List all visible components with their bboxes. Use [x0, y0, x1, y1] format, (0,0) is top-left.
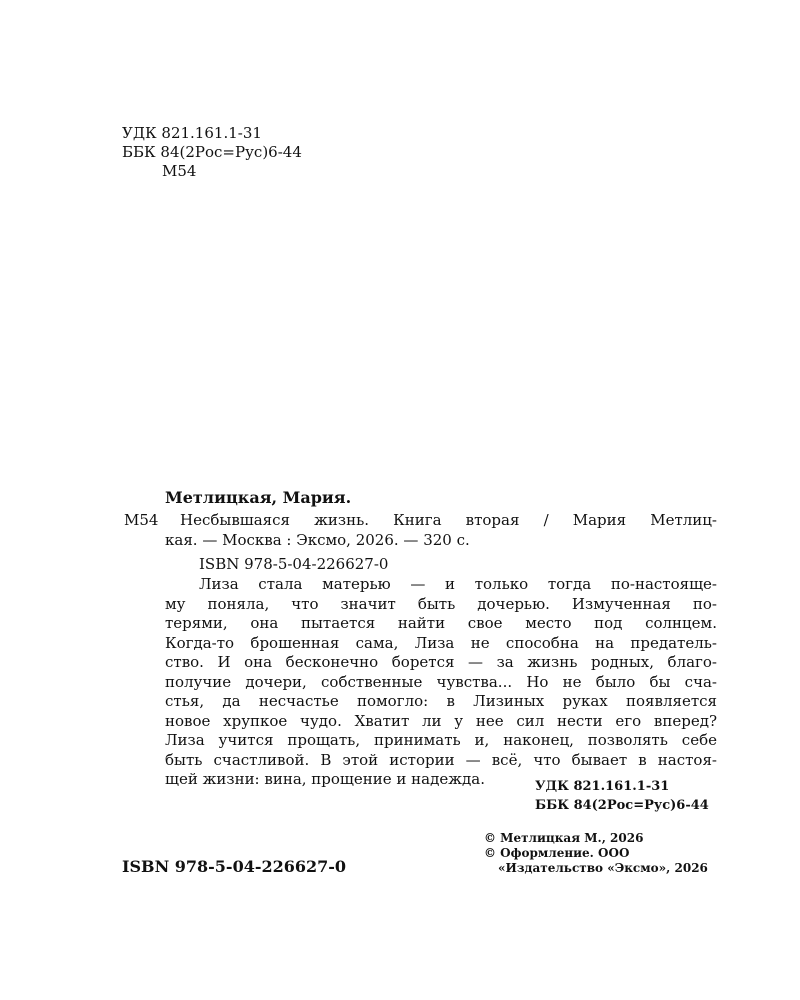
abstract-line: стья, да несчастье помогло: в Лизиных руках появляется	[165, 692, 717, 710]
abstract-line: Лиза стала матерью — и только тогда по-настояще-	[199, 575, 717, 593]
copyright-publisher: «Издательство «Эксмо», 2026	[498, 861, 708, 875]
udk-code-bottom: УДК 821.161.1-31	[535, 779, 670, 794]
abstract-paragraph	[165, 575, 717, 790]
record-title-line-1: Несбывшаяся жизнь. Книга вторая / Мария Метлиц-	[180, 511, 717, 529]
abstract-line: терями, она пытается найти свое место под солнцем.	[165, 614, 717, 632]
abstract-line: получие дочери, собственные чувства... Но не было бы сча-	[165, 672, 717, 691]
udk-code: УДК 821.161.1-31	[122, 124, 262, 142]
abstract-line: новое хрупкое чудо. Хватит ли у нее сил нести его вперед?	[165, 711, 717, 730]
record-author-mark: М54	[124, 511, 159, 529]
record-author: Метлицкая, Мария.	[165, 488, 352, 507]
record-isbn: ISBN 978-5-04-226627-0	[199, 555, 389, 573]
author-mark: М54	[162, 162, 197, 180]
isbn-bottom: ISBN 978-5-04-226627-0	[122, 857, 347, 876]
abstract-line: Лиза учится прощать, принимать и, наконец, позволять себе	[165, 731, 717, 749]
bottom-classification-block	[535, 777, 709, 815]
abstract-line: ство. И она бесконечно борется — за жизнь родных, благо-	[165, 653, 717, 671]
copyright-design: © Оформление. ООО	[484, 846, 630, 860]
top-classification-block	[122, 124, 302, 181]
abstract-line: Когда-то брошенная сама, Лиза не способна на предатель-	[165, 633, 717, 652]
record-title-line-2: кая. — Москва : Эксмо, 2026. — 320 с.	[165, 531, 470, 549]
copyright-block	[484, 831, 708, 876]
bbk-code: ББК 84(2Рос=Рус)6-44	[122, 143, 302, 161]
copyright-author: © Метлицкая М., 2026	[484, 831, 644, 845]
bbk-code-bottom: ББК 84(2Рос=Рус)6-44	[535, 798, 709, 813]
abstract-line: щей жизни: вина, прощение и надежда.	[165, 770, 485, 788]
abstract-line: му поняла, что значит быть дочерью. Измученная по-	[165, 594, 717, 613]
abstract-line: быть счастливой. В этой истории — всё, что бывает в настоя-	[165, 750, 717, 769]
